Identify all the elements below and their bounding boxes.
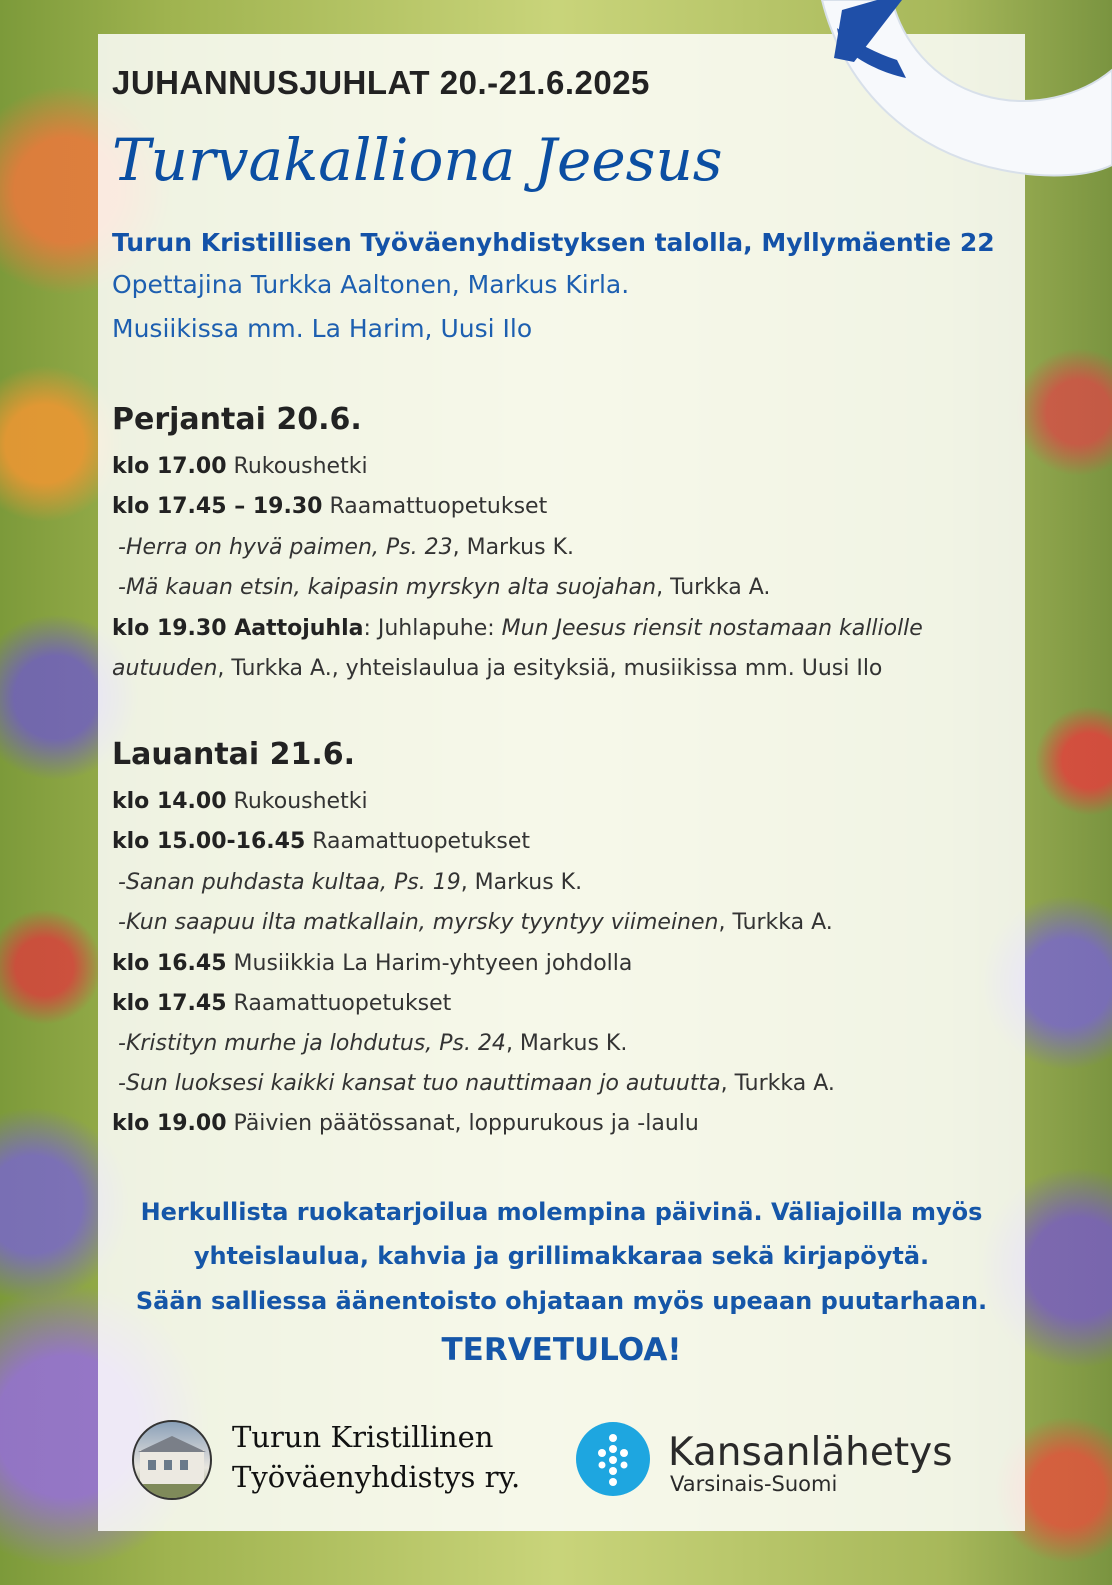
saturday-row-4 [118, 910, 833, 935]
row-text: Raamattuopetukset [305, 829, 531, 854]
saturday-row-2 [112, 829, 530, 854]
saturday-row-6 [112, 991, 451, 1016]
friday-row-2 [112, 494, 547, 519]
row-italic: -Mä kauan etsin, kaipasin myrskyn alta suojahan [118, 575, 657, 600]
row-italic: -Kun saapuu ilta matkallain, myrsky tyyntyy viimeinen [118, 910, 719, 935]
friday-row-5 [112, 616, 923, 641]
row-text: , Turkka A. [720, 1071, 835, 1096]
row-text: Raamattuopetukset [322, 494, 548, 519]
row-time: klo 17.45 – 19.30 [112, 494, 323, 519]
row-italic: -Herra on hyvä paimen, Ps. 23 [118, 535, 453, 560]
row-text: , Turkka A. [718, 910, 833, 935]
friday-row-6 [112, 656, 882, 681]
row-time: klo 15.00-16.45 [112, 829, 306, 854]
friday-row-4 [118, 575, 770, 600]
row-time: klo 19.30 Aattojuhla [112, 616, 364, 641]
building-icon [134, 1422, 210, 1498]
row-text: Raamattuopetukset [226, 991, 452, 1016]
row-time: klo 14.00 [112, 789, 227, 814]
teachers-line: Opettajina Turkka Aaltonen, Markus Kirla. [112, 270, 630, 299]
friday-row-1 [112, 454, 368, 479]
saturday-row-1 [112, 789, 368, 814]
row-text: Päivien päätössanat, loppurukous ja -laulu [226, 1111, 699, 1136]
row-text: Musiikkia La Harim-yhtyeen johdolla [226, 951, 633, 976]
event-title: Turvakalliona Jeesus [112, 126, 723, 194]
row-text: , Markus K. [505, 1031, 628, 1056]
saturday-row-3 [118, 870, 582, 895]
saturday-row-7 [118, 1031, 627, 1056]
cross-dots-icon [576, 1422, 650, 1496]
finnish-flag-ribbon [782, 0, 1112, 200]
info-line-3: Sään salliessa äänentoisto ohjataan myös upeaan puutarhaan. [135, 1287, 988, 1315]
association-name-line-2: Työväenyhdistys ry. [232, 1460, 521, 1494]
venue-line: Turun Kristillisen Työväenyhdistyksen talolla, Myllymäentie 22 [112, 228, 995, 257]
saturday-row-5 [112, 951, 632, 976]
row-time: klo 16.45 [112, 951, 227, 976]
row-time: klo 19.00 [112, 1111, 227, 1136]
info-line-2: yhteislaulua, kahvia ja grillimakkaraa sekä kirjapöytä. [193, 1242, 930, 1270]
kansanlahetys-name: Kansanlähetys [668, 1430, 953, 1475]
kansanlahetys-region: Varsinais-Suomi [670, 1472, 838, 1496]
row-italic: Mun Jeesus riensit nostamaan kalliolle [501, 616, 923, 641]
row-italic: -Sanan puhdasta kultaa, Ps. 19 [118, 870, 461, 895]
event-date-heading: JUHANNUSJUHLAT 20.-21.6.2025 [112, 64, 650, 101]
row-italic: -Sun luoksesi kaikki kansat tuo nauttimaan jo autuutta [118, 1071, 721, 1096]
row-italic: -Kristityn murhe ja lohdutus, Ps. 24 [118, 1031, 506, 1056]
row-text: , Turkka A. [656, 575, 771, 600]
welcome-text: TERVETULOA! [441, 1332, 682, 1368]
row-text: Rukoushetki [226, 454, 368, 479]
friday-heading: Perjantai 20.6. [112, 402, 362, 437]
saturday-row-9 [112, 1111, 699, 1136]
association-building-logo [132, 1420, 212, 1500]
row-text: : Juhlapuhe: [363, 616, 502, 641]
info-line-1: Herkullista ruokatarjoilua molempina päivinä. Väliajoilla myös [140, 1198, 983, 1226]
row-text: , Markus K. [460, 870, 583, 895]
saturday-row-8 [118, 1071, 835, 1096]
friday-row-3 [118, 535, 574, 560]
row-italic: autuuden [112, 656, 218, 681]
row-time: klo 17.45 [112, 991, 227, 1016]
kansanlahetys-logo [576, 1422, 650, 1496]
saturday-heading: Lauantai 21.6. [112, 737, 356, 772]
row-text: Rukoushetki [226, 789, 368, 814]
row-text: , Markus K. [452, 535, 574, 560]
row-text: , Turkka A., yhteislaulua ja esityksiä, musiikissa mm. Uusi Ilo [217, 656, 883, 681]
row-time: klo 17.00 [112, 454, 227, 479]
association-name-line-1: Turun Kristillinen [232, 1420, 494, 1454]
music-line: Musiikissa mm. La Harim, Uusi Ilo [112, 314, 533, 343]
